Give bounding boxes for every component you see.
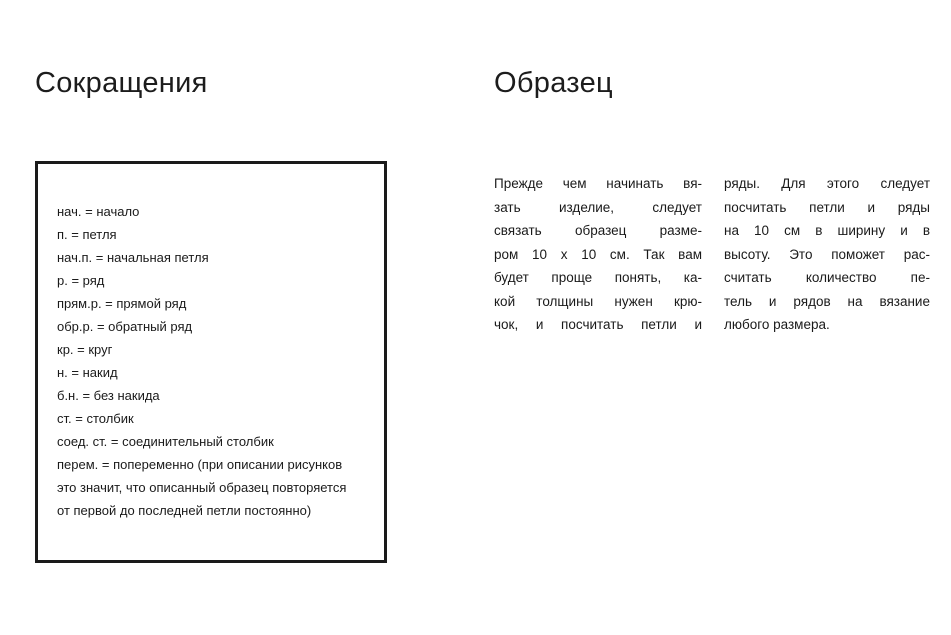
text-line: ром 10 х 10 см. Так вам [494, 246, 702, 262]
abbreviations-list [57, 200, 347, 523]
abbreviations-heading: Сокращения [35, 67, 208, 99]
text-line: посчитать петли и ряды [724, 199, 930, 215]
text-line: считать количество пе- [724, 270, 930, 285]
sample-heading: Образец [494, 67, 613, 99]
text-line: любого размера. [724, 317, 830, 332]
text-line: тель и рядов на вязание [724, 293, 930, 309]
abbreviation-item: перем. = попеременно (при описании рисунков это значит, что описанный образец повторяется от первой до последней петли постоянно) [57, 457, 347, 519]
sample-text-column-2 [724, 172, 930, 337]
sample-text-column-1 [494, 172, 702, 337]
text-line: на 10 см в ширину и в [724, 223, 930, 238]
text-line: кой толщины нужен крю- [494, 293, 702, 309]
abbreviation-item: б.н. = без накида [57, 388, 160, 403]
text-line: Прежде чем начинать вя- [494, 176, 702, 191]
abbreviation-item: кр. = круг [57, 342, 113, 357]
abbreviations-box [35, 161, 387, 563]
abbreviation-item: прям.р. = прямой ряд [57, 296, 187, 311]
abbreviation-item: нач. = начало [57, 204, 140, 219]
abbreviation-item: нач.п. = начальная петля [57, 250, 209, 265]
text-line: ряды. Для этого следует [724, 176, 930, 191]
abbreviation-item: п. = петля [57, 227, 117, 242]
text-line: высоту. Это поможет рас- [724, 246, 930, 262]
abbreviation-item: р. = ряд [57, 273, 105, 288]
abbreviation-item: ст. = столбик [57, 411, 134, 426]
text-line: чок, и посчитать петли и [494, 317, 702, 332]
text-line: будет проще понять, ка- [494, 270, 702, 285]
text-line: зать изделие, следует [494, 199, 702, 215]
abbreviation-item: обр.р. = обратный ряд [57, 319, 193, 334]
abbreviation-item: соед. ст. = соединительный столбик [57, 434, 274, 449]
abbreviation-item: н. = накид [57, 365, 118, 380]
text-line: связать образец разме- [494, 223, 702, 238]
